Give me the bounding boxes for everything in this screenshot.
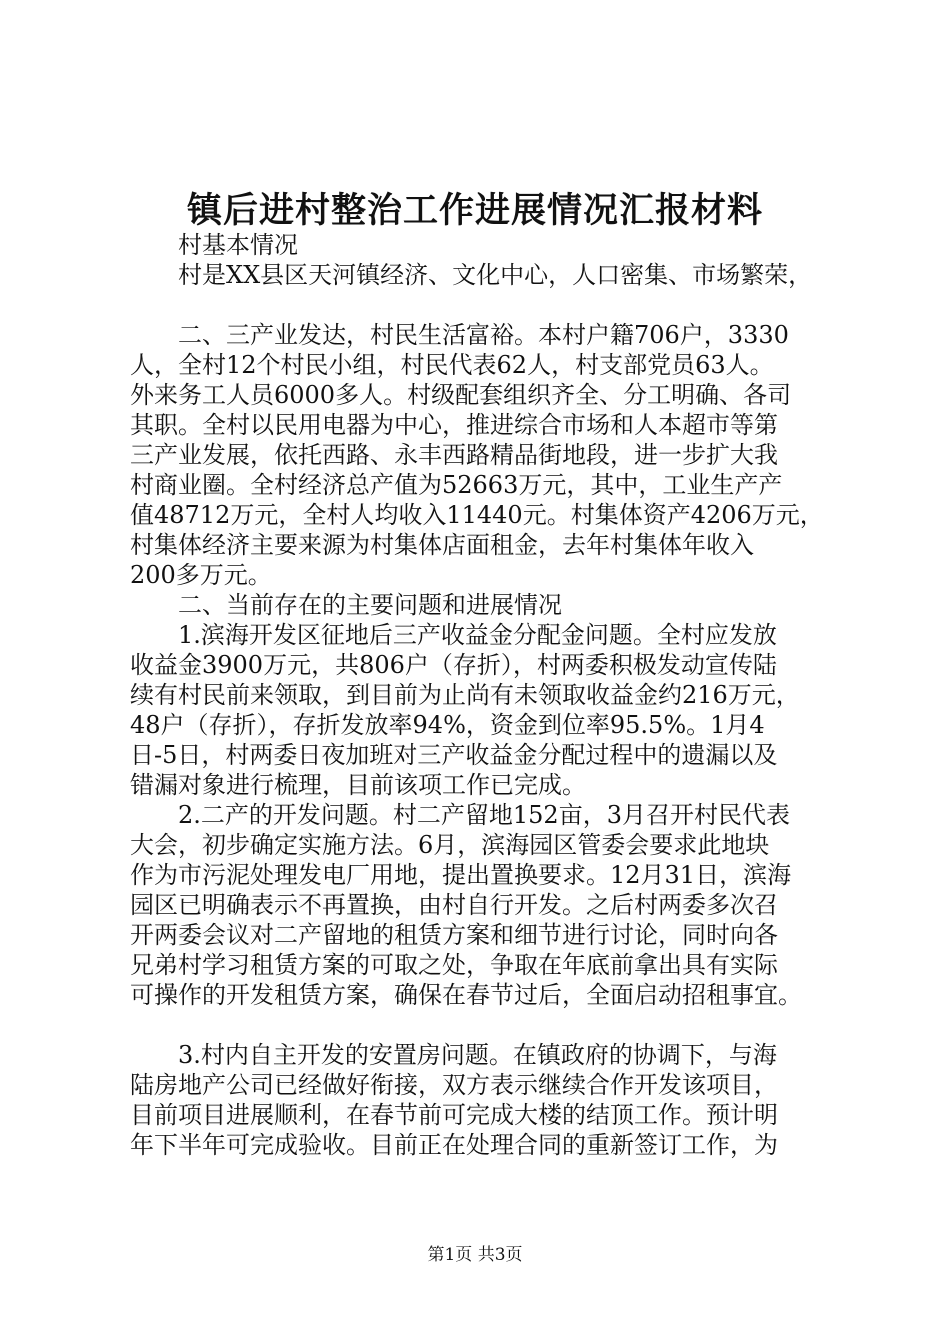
text-line: 日-5日，村两委日夜加班对三产收益金分配过程中的遗漏以及 [130,741,778,769]
document-title: 镇后进村整治工作进展情况汇报材料 [186,190,763,231]
text-line: 开两委会议对二产留地的租赁方案和细节进行讨论，同时向各 [130,921,778,949]
text-line: 3.村内自主开发的安置房问题。在镇政府的协调下，与海 [178,1041,777,1069]
text-line: 园区已明确表示不再置换，由村自行开发。之后村两委多次召 [130,891,778,919]
blank-line [130,290,835,320]
document-body [130,230,835,1160]
text-line: 错漏对象进行梳理，目前该项工作已完成。 [130,771,586,799]
text-line: 人，全村12个村民小组，村民代表62人，村支部党员63人。 [130,351,774,379]
text-line: 200多万元。 [130,561,272,589]
text-line: 大会，初步确定实施方法。6月，滨海园区管委会要求此地块 [130,831,770,859]
text-line: 陆房地产公司已经做好衔接，双方表示继续合作开发该项目， [130,1071,778,1099]
text-line: 村集体经济主要来源为村集体店面租金，去年村集体年收入 [130,531,754,559]
section-heading: 二、当前存在的主要问题和进展情况 [178,591,562,619]
text-line: 2.二产的开发问题。村二产留地152亩，3月召开村民代表 [178,801,790,829]
text-line: 收益金3900万元，共806户（存折），村两委积极发动宣传陆 [130,651,777,679]
text-line: 村基本情况 [178,231,298,259]
page-footer: 第1页 共3页 [427,1245,523,1265]
text-line: 目前项目进展顺利，在春节前可完成大楼的结顶工作。预计明 [130,1101,778,1129]
text-line: 1.滨海开发区征地后三产收益金分配金问题。全村应发放 [178,621,777,649]
text-line: 兄弟村学习租赁方案的可取之处，争取在年底前拿出具有实际 [130,951,778,979]
text-line: 作为市污泥处理发电厂用地，提出置换要求。12月31日，滨海 [130,861,792,889]
text-line: 二、三产业发达，村民生活富裕。本村户籍706户，3330 [178,321,789,349]
text-line: 村是XX县区天河镇经济、文化中心，人口密集、市场繁荣， [178,261,813,289]
text-line: 48户（存折），存折发放率94%，资金到位率95.5%。1月4 [130,711,765,739]
text-line: 值48712万元，全村人均收入11440元。村集体资产4206万元， [130,501,824,529]
text-line: 其职。全村以民用电器为中心，推进综合市场和人本超市等第 [130,411,778,439]
text-line: 村商业圈。全村经济总产值为52663万元，其中，工业生产产 [130,471,783,499]
text-line: 续有村民前来领取，到目前为止尚有未领取收益金约216万元， [130,681,800,709]
text-line: 外来务工人员6000多人。村级配套组织齐全、分工明确、各司 [130,381,792,409]
text-line: 三产业发展，依托西路、永丰西路精品街地段，进一步扩大我 [130,441,778,469]
text-line: 年下半年可完成验收。目前正在处理合同的重新签订工作，为 [130,1131,778,1159]
blank-line [130,1010,835,1040]
text-line: 可操作的开发租赁方案，确保在春节过后，全面启动招租事宜。 [130,981,802,1009]
